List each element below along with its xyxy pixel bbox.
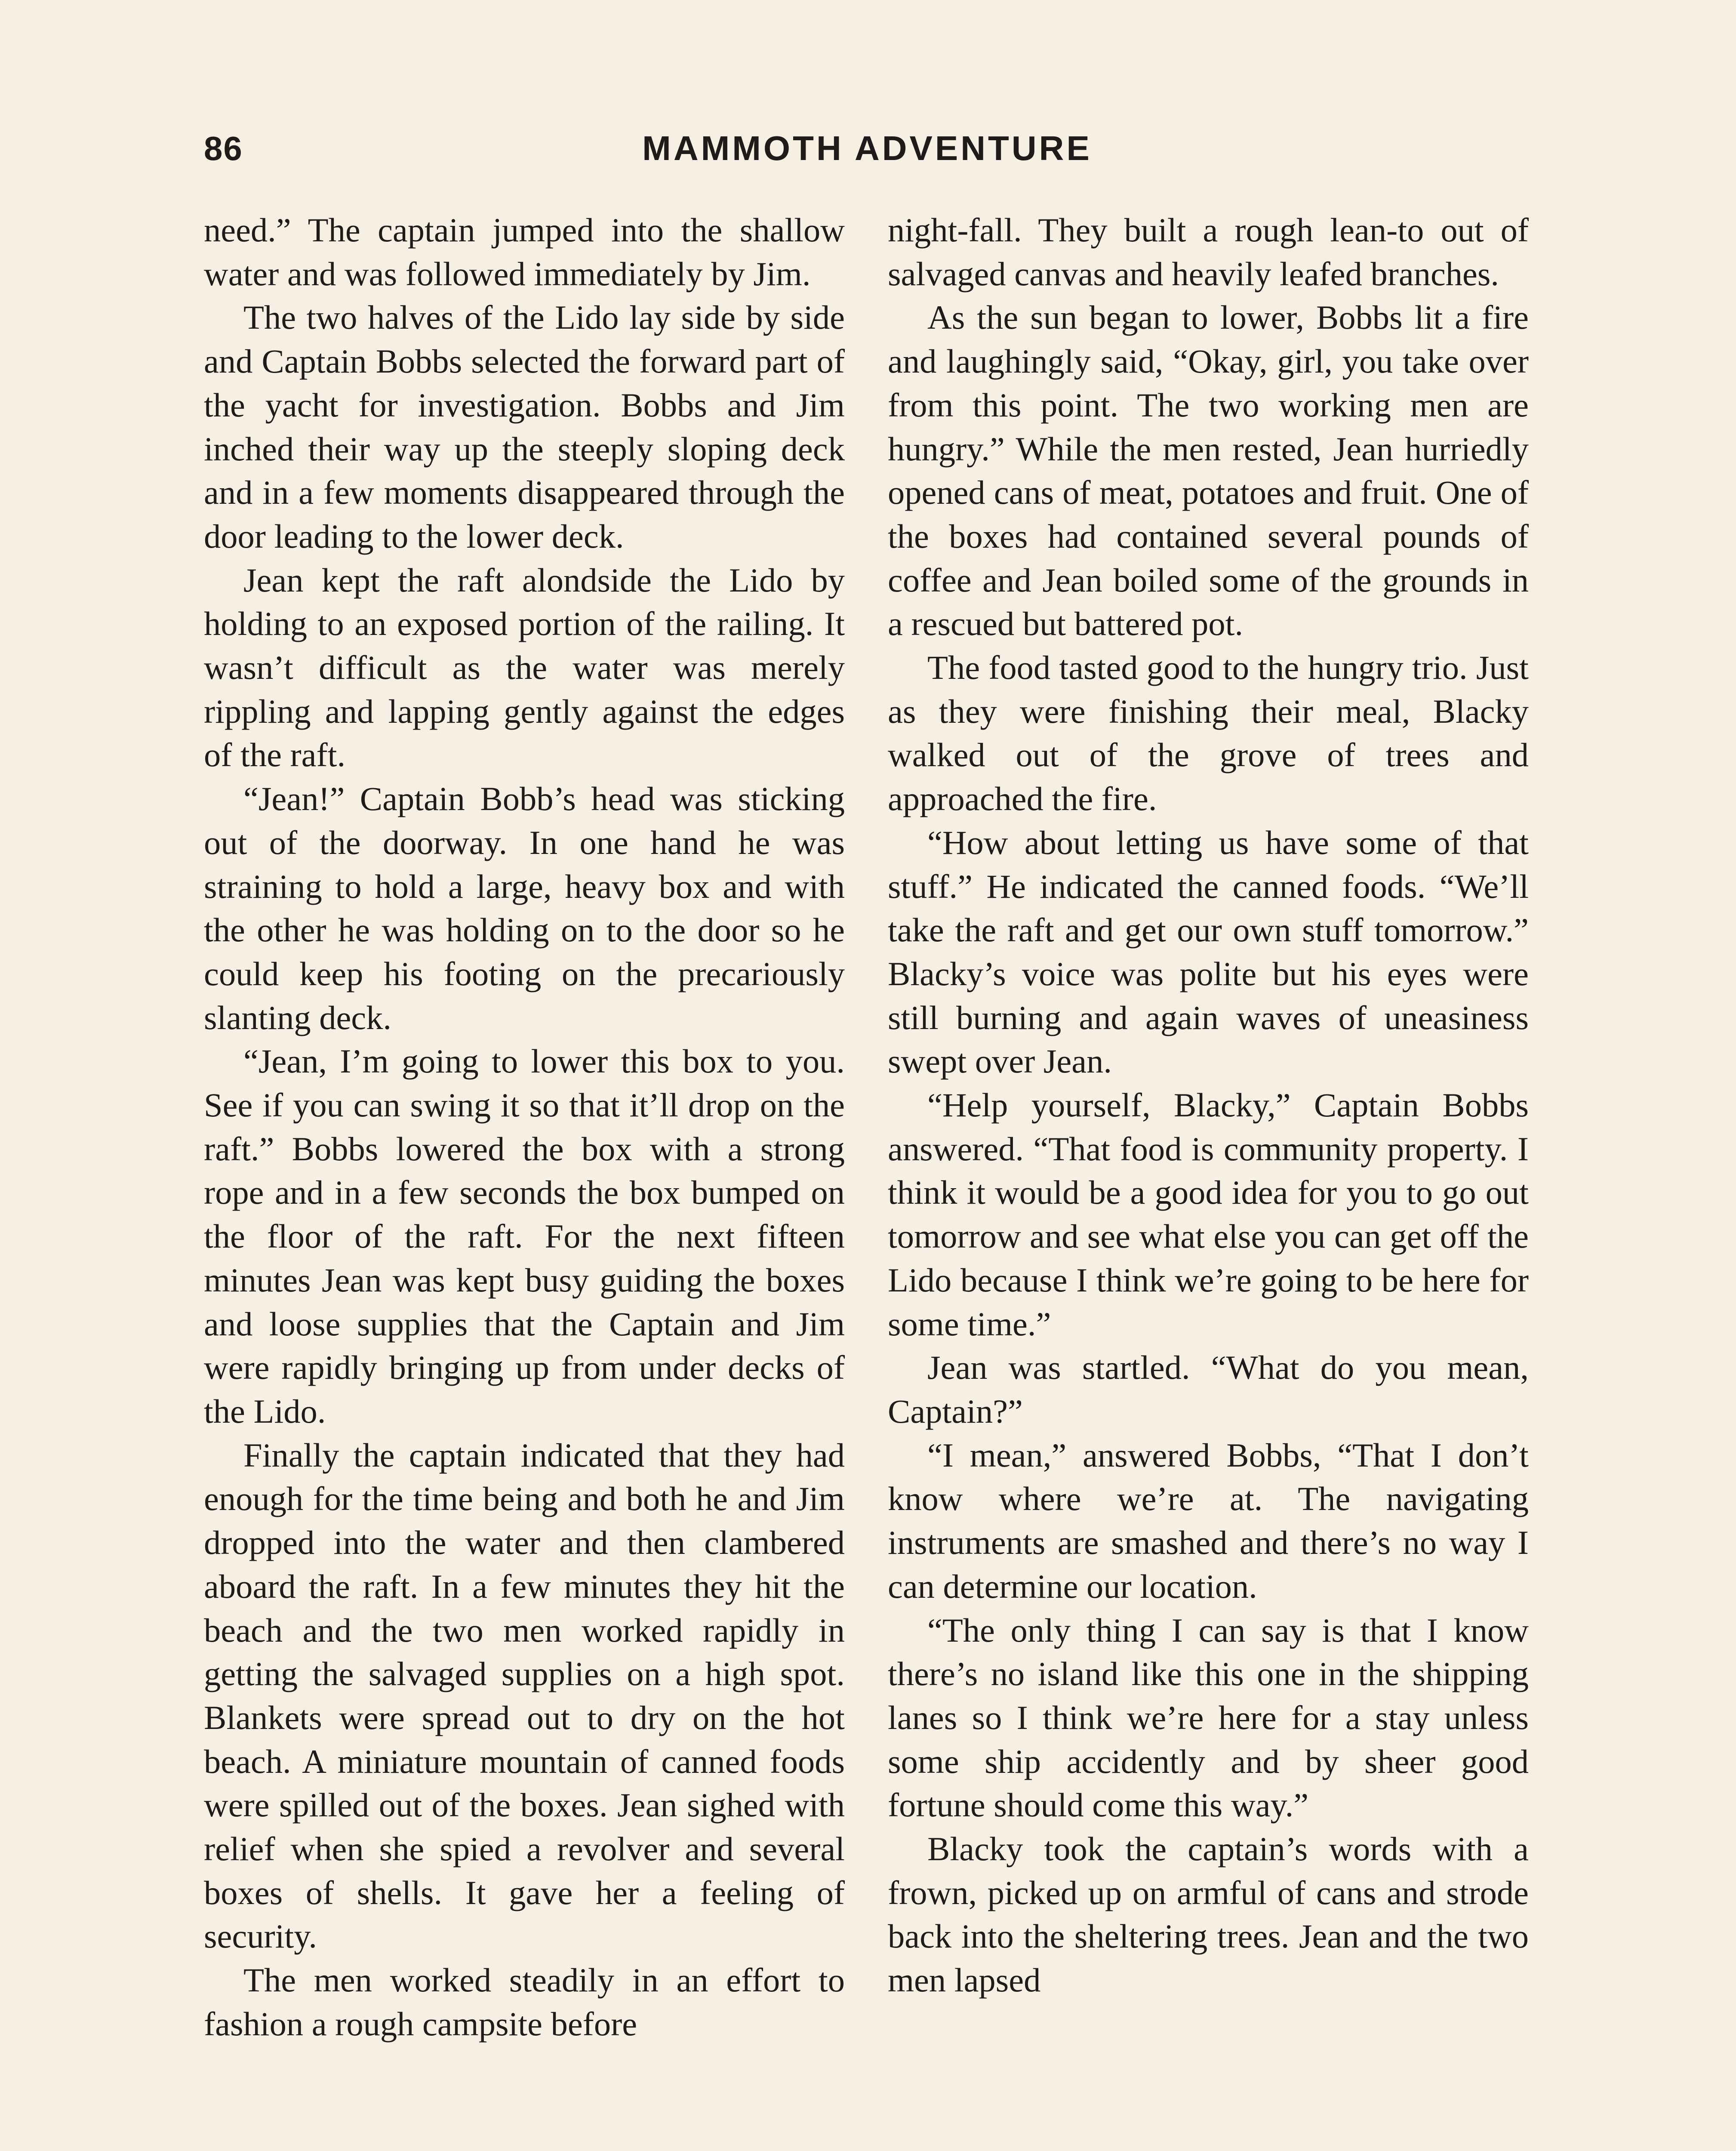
paragraph: “Jean, I’m going to lower this box to you. See if you can swing it so that it’ll drop on the raft.” Bobbs lowered the box with a strong rope and in a few seconds the box bumped on the floor of the raft. For the next fifteen minutes Jean was kept busy guiding the boxes and loose supplies that the Captain and Jim were rapidly bringing up from under decks of the Lido. [204,1042,845,1430]
paragraph: As the sun began to lower, Bobbs lit a fire and laughingly said, “Okay, girl, you take over from this point. The two working men are hungry.” While the men rested, Jean hurriedly opened cans of meat, potatoes and fruit. One of the boxes had contained several pounds of coffee and Jean boiled some of the grounds in a rescued but battered pot. [888,299,1529,643]
paragraph: “Help yourself, Blacky,” Captain Bobbs answered. “That food is community property. I think it would be a good idea for you to go out tomorrow and see what else you can get off the Lido because I think we’re going to be here for some time.” [888,1086,1529,1343]
paragraph: Blacky took the captain’s words with a frown, picked up on armful of cans and strode back into the sheltering trees. Jean and the two men lapsed [888,1830,1529,1999]
paragraph: The two halves of the Lido lay side by side and Captain Bobbs selected the forward part of the yacht for investigation. Bobbs and Jim inched their way up the steeply sloping deck and in a few moments disappeared through the door leading to the lower deck. [204,299,845,555]
paragraph: “How about letting us have some of that stuff.” He indicated the canned foods. “We’ll take the raft and get our own stuff tomorrow.” Blacky’s voice was polite but his eyes were still burning and again waves of uneasiness swept over Jean. [888,823,1529,1080]
left-column [204,208,845,2046]
paragraph: Jean was startled. “What do you mean, Captain?” [888,1349,1529,1430]
paragraph: “Jean!” Captain Bobb’s head was sticking out of the doorway. In one hand he was straining to hold a large, heavy box and with the other he was holding on to the door so he could keep his footing on the precariously slanting deck. [204,780,845,1036]
paragraph: The men worked steadily in an effort to fashion a rough campsite before [204,1961,845,2043]
paragraph: “The only thing I can say is that I know there’s no island like this one in the shipping lanes so I think we’re here for a stay unless some ship accidently and by sheer good fortune should come this way.” [888,1611,1529,1824]
paragraph: night-fall. They built a rough lean-to out of salvaged canvas and heavily leafed branches. [888,211,1529,293]
paragraph: “I mean,” answered Bobbs, “That I don’t know where we’re at. The navigating instruments are smashed and there’s no way I can determine our location. [888,1436,1529,1605]
right-column [888,208,1529,2002]
paragraph: The food tasted good to the hungry trio. Just as they were finishing their meal, Blacky walked out of the grove of trees and approached the fire. [888,649,1529,818]
paragraph: Jean kept the raft alondside the Lido by holding to an exposed portion of the railing. It wasn’t difficult as the water was merely rippling and lapping gently against the edges of the raft. [204,561,845,774]
paragraph: Finally the captain indicated that they had enough for the time being and both he and Jim dropped into the water and then clambered aboard the raft. In a few minutes they hit the beach and the two men worked rapidly in getting the salvaged supplies on a high spot. Blankets were spread out to dry on the hot beach. A miniature mountain of canned foods were spilled out of the boxes. Jean sighed with relief when she spied a revolver and several boxes of shells. It gave her a feeling of security. [204,1436,845,1955]
paragraph: need.” The captain jumped into the shallow water and was followed immediately by Jim. [204,211,845,293]
running-header [204,125,1530,181]
running-title: MAMMOTH ADVENTURE [642,129,1092,167]
page-number: 86 [204,129,243,167]
